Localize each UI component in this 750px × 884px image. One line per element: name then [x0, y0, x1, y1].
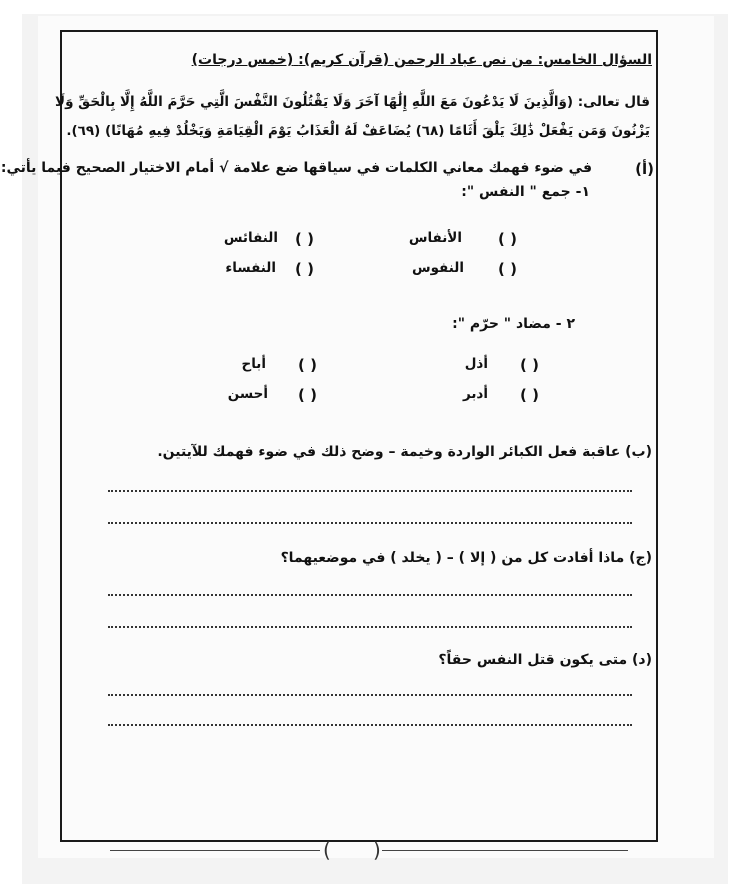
- part-b-question: (ب) عاقبة فعل الكبائر الواردة وخيمة – وضح ذلك في ضوء فهمك للآيتين.: [157, 444, 652, 460]
- answer-line-b-2[interactable]: [108, 522, 632, 524]
- q1-option-4-label: النفساء: [225, 260, 276, 276]
- question-frame: [60, 30, 658, 842]
- verse-line-1: قال تعالى: (وَالَّذِينَ لَا يَدْعُونَ مَعَ اللَّهِ إِلَٰهًا آخَرَ وَلَا يَقْتُلُونَ النَّفْسَ الَّتِي حَرَّمَ اللَّهُ إِلَّا بِالْحَقِّ وَلَا: [55, 94, 650, 110]
- footer-close-paren: ): [373, 838, 381, 862]
- q2-option-2-checkbox[interactable]: ( ): [298, 356, 317, 374]
- answer-line-d-1[interactable]: [108, 694, 632, 696]
- q2-option-2-label: أباح: [241, 356, 266, 372]
- q1-option-2-label: النفائس: [223, 230, 278, 246]
- verse-line-2: يَزْنُونَ وَمَن يَفْعَلْ ذَٰلِكَ يَلْقَ أَثَامًا (٦٨) يُضَاعَفْ لَهُ الْعَذَابُ يَوْمَ الْقِيَامَةِ وَيَخْلُدْ فِيهِ مُهَانًا) (٦٩).: [66, 123, 650, 139]
- part-c-question: (ج) ماذا أفادت كل من ( إلا ) – ( يخلد ) في موضعيهما؟: [280, 550, 652, 566]
- part-a-label: (أ): [635, 160, 654, 178]
- q2-option-3-label: أدبر: [462, 386, 488, 402]
- footer-open-paren: (: [323, 838, 331, 862]
- question-title-text: السؤال الخامس: من نص عباد الرحمن (قرآن كريم):: [298, 52, 652, 68]
- q1-option-1-label: الأنفاس: [408, 230, 462, 246]
- question-points: (خمس درجات): [191, 52, 294, 68]
- part-a-instruction: في ضوء فهمك معاني الكلمات في سياقها ضع علامة √ أمام الاختيار الصحيح فيما يأتي:: [0, 160, 592, 176]
- answer-line-b-1[interactable]: [108, 490, 632, 492]
- q1-option-2-checkbox[interactable]: ( ): [295, 230, 314, 248]
- question-title: [192, 52, 652, 68]
- part-d-question: (د) متى يكون قتل النفس حقاً؟: [438, 652, 652, 668]
- q1-option-4-checkbox[interactable]: ( ): [295, 260, 314, 278]
- q1-option-3-checkbox[interactable]: ( ): [498, 260, 517, 278]
- part-a-q1-prompt: ١- جمع " النفس ":: [461, 184, 590, 200]
- answer-line-d-2[interactable]: [108, 724, 632, 726]
- q2-option-4-checkbox[interactable]: ( ): [298, 386, 317, 404]
- answer-line-c-2[interactable]: [108, 626, 632, 628]
- q2-option-1-checkbox[interactable]: ( ): [520, 356, 539, 374]
- footer-rule-right: [382, 850, 628, 851]
- q2-option-4-label: أحسن: [227, 386, 268, 402]
- footer-rule-left: [110, 850, 320, 851]
- q2-option-1-label: أذل: [464, 356, 488, 372]
- q1-option-3-label: النفوس: [411, 260, 464, 276]
- q1-option-1-checkbox[interactable]: ( ): [498, 230, 517, 248]
- part-a-q2-prompt: ٢ - مضاد " حرّم ":: [452, 316, 575, 332]
- q2-option-3-checkbox[interactable]: ( ): [520, 386, 539, 404]
- answer-line-c-1[interactable]: [108, 594, 632, 596]
